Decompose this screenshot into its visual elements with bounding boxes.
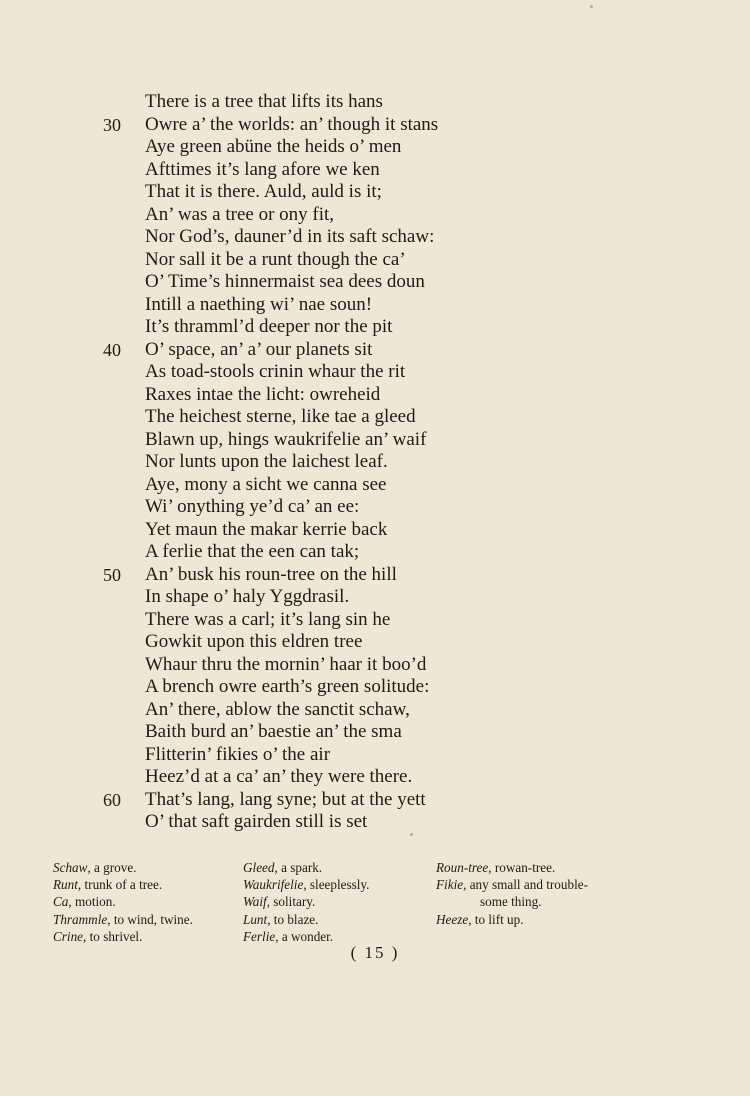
glossary-definition: , to shrivel.: [83, 928, 143, 944]
glossary-definition: , to lift up.: [468, 911, 524, 927]
poem-line: [0, 451, 750, 474]
poem-line: [0, 181, 750, 204]
poem-line-text: The heichest sterne, like tae a gleed: [145, 406, 416, 427]
poem-line: [0, 294, 750, 317]
poem-line: [0, 114, 750, 137]
poem-line: [0, 496, 750, 519]
glossary-term: Roun-tree: [436, 860, 489, 875]
glossary-term: Fikie: [436, 877, 464, 893]
poem-line-text: Nor sall it be a runt though the ca’: [145, 248, 406, 270]
poem-line-text: An’ was a tree or ony fit,: [145, 203, 335, 225]
glossary-term: Heeze: [436, 911, 469, 927]
poem-line: [0, 384, 750, 407]
glossary-term: Thrammle: [53, 911, 108, 927]
poem-line: [0, 361, 750, 384]
poem-line: [0, 204, 750, 227]
glossary-term: Schaw: [53, 860, 88, 875]
poem-line-text: Aye, mony a sicht we canna see: [145, 473, 387, 495]
poem-line: [0, 91, 750, 114]
poem-line: [0, 159, 750, 182]
poem-line-text: O’ that saft gairden still is set: [145, 811, 368, 832]
glossary-entry: [436, 859, 588, 876]
glossary-term: Crine: [53, 928, 84, 944]
poem-line-text: An’ busk his roun-tree on the hill: [145, 563, 397, 585]
glossary-definition: , trunk of a tree.: [77, 877, 163, 893]
poem-line-text: Blawn up, hings waukrifelie an’ waif: [145, 428, 427, 450]
poem-line-text: That’s lang, lang syne; but at the yett: [145, 788, 426, 810]
glossary-entry: [243, 911, 369, 928]
glossary-definition: , to blaze.: [267, 911, 319, 927]
poem-line: [0, 249, 750, 272]
glossary-term: Runt: [53, 877, 78, 893]
line-number: 50: [103, 564, 121, 585]
glossary-entry: [53, 859, 193, 876]
glossary-definition: , a grove.: [87, 860, 137, 875]
glossary-definition: , rowan-tree.: [488, 860, 556, 875]
glossary-entry: [53, 876, 193, 893]
glossary-definition: , to wind, twine.: [107, 911, 193, 927]
glossary-column-1: [53, 859, 193, 945]
poem-line-text: Aye green abüne the heids o’ men: [145, 136, 402, 157]
poem-line-text: There is a tree that lifts its hans: [145, 91, 383, 112]
page-number: ( 15 ): [350, 943, 400, 962]
glossary-definition: , a wonder.: [275, 928, 334, 944]
glossary-definition-continued: some thing.: [480, 894, 542, 910]
glossary-definition: , any small and trouble-: [463, 877, 588, 893]
glossary-entry: [243, 876, 369, 893]
poem-line: [0, 474, 750, 497]
glossary-entry: [243, 893, 369, 910]
glossary-term: Waukrifelie: [243, 877, 304, 893]
glossary-definition: , a spark.: [274, 860, 323, 875]
poem-line: [0, 811, 750, 834]
poem-line: [0, 586, 750, 609]
glossary-term: Gleed: [243, 860, 275, 875]
poem-line: [0, 226, 750, 249]
poem-line: [0, 699, 750, 722]
glossary-entry: [53, 893, 193, 910]
glossary-entry: [436, 911, 588, 928]
poem-line: [0, 316, 750, 339]
poem-line-text: A ferlie that the een can tak;: [145, 541, 360, 562]
poem-line-text: Nor lunts upon the laichest leaf.: [145, 451, 388, 472]
glossary-term: Ca: [53, 894, 69, 910]
line-number: 60: [103, 789, 121, 810]
poem-line: [0, 339, 750, 362]
poem-line-text: Gowkit upon this eldren tree: [145, 631, 363, 652]
paper-speck: [410, 833, 413, 836]
glossary-entry: [436, 893, 588, 910]
poem-line-text: O’ space, an’ a’ our planets sit: [145, 338, 373, 360]
poem-line: [0, 654, 750, 677]
poem-line-text: Heez’d at a ca’ an’ they were there.: [145, 766, 413, 787]
glossary-term: Lunt: [243, 911, 268, 927]
glossary-entry: [243, 859, 369, 876]
poem-line-text: That it is there. Auld, auld is it;: [145, 181, 382, 202]
glossary-definition: , sleeplessly.: [303, 877, 370, 893]
poem-line-text: An’ there, ablow the sanctit schaw,: [145, 698, 410, 720]
poem-line-text: A brench owre earth’s green solitude:: [145, 676, 430, 697]
poem-line: [0, 564, 750, 587]
poem-line-text: In shape o’ haly Yggdrasil.: [145, 586, 350, 607]
poem-line-text: Nor God’s, dauner’d in its saft schaw:: [145, 226, 435, 247]
glossary-column-2: [243, 859, 369, 945]
poem-line: [0, 429, 750, 452]
poem-line-text: Afttimes it’s lang afore we ken: [145, 158, 380, 180]
poem-line-text: As toad-stools crinin whaur the rit: [145, 361, 406, 382]
glossary-definition: , motion.: [68, 894, 116, 910]
poem-line: [0, 744, 750, 767]
glossary-definition: , solitary.: [266, 894, 316, 910]
poem-line-text: Yet maun the makar kerrie back: [145, 518, 388, 540]
poem-line: [0, 631, 750, 654]
poem-line: [0, 271, 750, 294]
paper-speck: [590, 5, 593, 8]
poem-line: [0, 766, 750, 789]
line-number: 40: [103, 339, 121, 360]
glossary-entry: [53, 911, 193, 928]
poem-line-text: It’s thramml’d deeper nor the pit: [145, 316, 393, 337]
glossary-term: Ferlie: [243, 928, 276, 944]
poem-line-text: Raxes intae the licht: owreheid: [145, 383, 381, 405]
poem-line: [0, 789, 750, 812]
poem-line: [0, 406, 750, 429]
poem-line: [0, 541, 750, 564]
poem-line: [0, 721, 750, 744]
poem-line-text: Whaur thru the mornin’ haar it boo’d: [145, 653, 427, 675]
poem-line-text: Wi’ onything ye’d ca’ an ee:: [145, 496, 360, 517]
poem-stanza: [0, 91, 750, 834]
poem-line-text: Baith burd an’ baestie an’ the sma: [145, 721, 402, 742]
glossary-term: Waif: [243, 894, 267, 910]
poem-line: [0, 676, 750, 699]
line-number: 30: [103, 114, 121, 135]
poem-line: [0, 519, 750, 542]
poem-line-text: O’ Time’s hinnermaist sea dees doun: [145, 271, 425, 292]
poem-line-text: There was a carl; it’s lang sin he: [145, 608, 391, 630]
poem-line-text: Flitterin’ fikies o’ the air: [145, 743, 331, 765]
poem-line: [0, 609, 750, 632]
poem-line: [0, 136, 750, 159]
poem-line-text: Intill a naething wi’ nae soun!: [145, 293, 373, 315]
glossary-column-3: [436, 859, 588, 928]
poem-line-text: Owre a’ the worlds: an’ though it stans: [145, 113, 439, 135]
glossary-entry: [436, 876, 588, 893]
